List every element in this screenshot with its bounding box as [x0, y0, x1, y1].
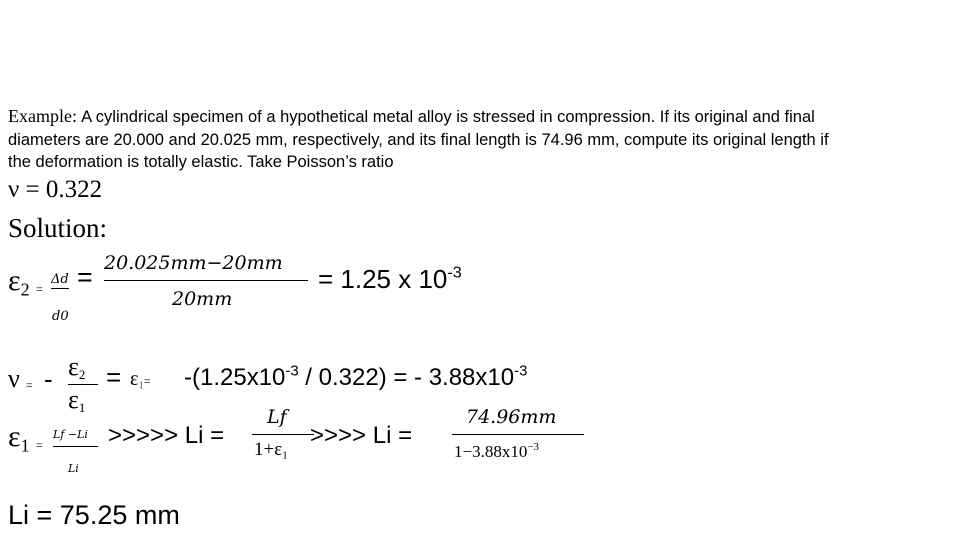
example-label: Example: [8, 106, 77, 126]
eq3-arrow-2: >>>> Li = [310, 422, 413, 449]
eq3-equals-small: = [36, 438, 43, 452]
eq3-arrow-1: >>>>> Li = [108, 422, 225, 449]
eq2-num: $\varepsilon_2$ [68, 352, 86, 382]
eq1-frac-num: 20.025mm−20mm [104, 252, 283, 274]
problem-line-1 [8, 106, 815, 127]
eq3-frac1-den: $1+\varepsilon_1$ [254, 439, 288, 462]
final-answer: Li = 75.25 mm [8, 500, 180, 530]
problem-text-1: A cylindrical specimen of a hypothetical metal alloy is stressed in compression. If its original and final [81, 108, 815, 126]
eq1-frac-den: 20mm [172, 288, 233, 310]
eq3-fraction-bar-1 [252, 434, 314, 435]
eq2-eps1: $\varepsilon_1=$ [130, 368, 151, 392]
eq3-frac2-den: $1-3.88x10^{-3}$ [454, 440, 540, 461]
eq3-frac2-num: 74.96mm [466, 406, 557, 428]
eq1-equals-small: = [36, 282, 43, 296]
eps2-symbol: $\varepsilon_2$ [8, 264, 30, 300]
eq3-frac1-num: Lf [267, 406, 287, 428]
poisson-ratio: ν = 0.322 [8, 176, 103, 203]
eq3-small-num: Lf −Li [53, 428, 88, 441]
eq1-fraction-bar [104, 280, 308, 281]
eq1-result: = 1.25 x $10^{-3}$ [318, 263, 462, 294]
eq1-small-fraction-bar [51, 288, 69, 289]
eq1-small-num: Δd [51, 272, 69, 287]
eq1-small-den: d0 [52, 309, 69, 324]
problem-line-2: diameters are 20.000 and 20.025 mm, respectively, and its final length is 74.96 mm, compute its original length if [8, 131, 829, 149]
eq2-equals-small: = [26, 378, 33, 392]
eq3-small-fraction-bar [53, 446, 98, 447]
eq2-calculation: $-(1.25x10^{-3} / 0.322)$ = - $3.88x10^{-3}$ [184, 363, 528, 391]
solution-heading: Solution: [8, 213, 108, 243]
eq2-den: $\varepsilon_1$ [68, 385, 86, 415]
eq2-equals: = [106, 362, 122, 392]
eq2-minus: - [44, 364, 53, 394]
problem-line-3: the deformation is totally elastic. Take Poisson’s ratio [8, 153, 394, 171]
nu-symbol: ν [8, 364, 20, 393]
eq3-small-den: Li [68, 462, 79, 475]
eq1-equals: = [77, 262, 93, 292]
eq3-fraction-bar-2 [452, 434, 584, 435]
eps1-symbol: $\varepsilon_1$ [8, 420, 30, 456]
